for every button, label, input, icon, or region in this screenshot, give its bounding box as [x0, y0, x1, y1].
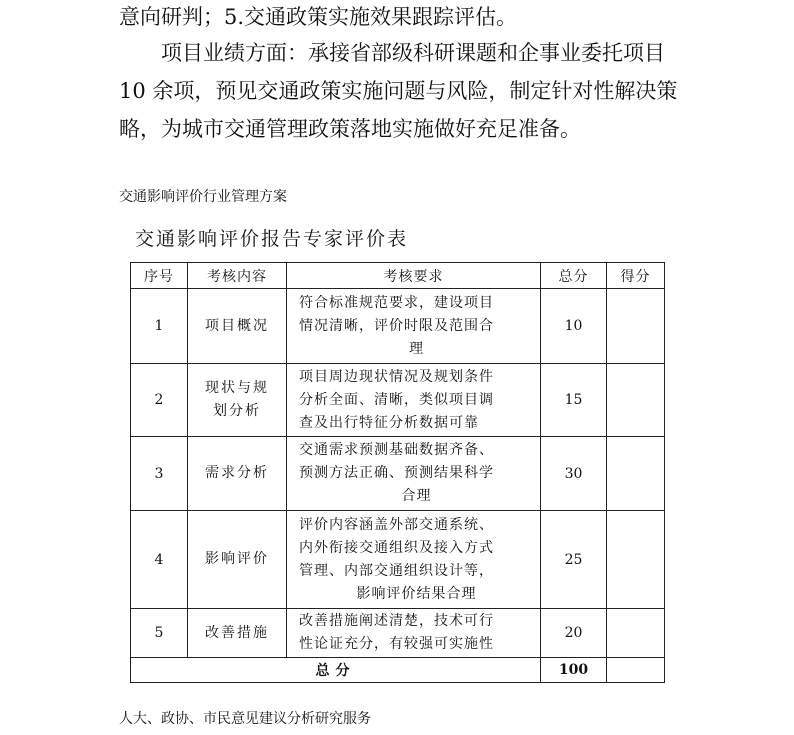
cell-obtained [607, 364, 665, 437]
total-value: 100 [541, 658, 607, 683]
cell-requirement [287, 364, 541, 437]
table-header-row [131, 263, 665, 289]
cell-obtained [607, 289, 665, 364]
cell-item [188, 437, 287, 511]
item-line: 项目概况 [205, 317, 269, 334]
req-line: 符合标准规范要求，建设项目 [299, 294, 494, 311]
cell-score: 15 [541, 364, 607, 437]
expert-evaluation-table [130, 262, 665, 683]
cell-no: 5 [131, 609, 188, 658]
cell-item [188, 364, 287, 437]
item-line: 影响评价 [205, 551, 269, 567]
table-row [131, 289, 665, 364]
section-caption: 交通影响评价行业管理方案 [119, 189, 287, 205]
cell-score: 10 [541, 289, 607, 364]
req-line: 合理 [401, 488, 432, 504]
cell-requirement [287, 437, 541, 511]
req-line: 项目周边现状情况及规划条件 [299, 368, 494, 385]
cell-obtained [607, 609, 665, 658]
total-obtained [607, 658, 665, 683]
req-line: 影响评价结果合理 [356, 585, 477, 602]
cell-item [188, 609, 287, 658]
req-line: 改善措施阐述清楚，技术可行 [299, 613, 494, 629]
total-label: 总分 [131, 658, 541, 683]
header-requirement: 考核要求 [287, 263, 541, 289]
item-line: 划分析 [213, 403, 261, 419]
section-caption: 人大、政协、市民意见建议分析研究服务 [119, 711, 371, 727]
req-line: 预测方法正确、预测结果科学 [299, 465, 494, 481]
cell-obtained [607, 511, 665, 609]
cell-score: 25 [541, 511, 607, 609]
cell-no: 1 [131, 289, 188, 364]
cell-requirement [287, 289, 541, 364]
paragraph-project-performance [119, 34, 677, 148]
table-row [131, 511, 665, 609]
item-line: 现状与规 [205, 380, 269, 396]
cell-score: 20 [541, 609, 607, 658]
cell-score: 30 [541, 437, 607, 511]
cell-item [188, 511, 287, 609]
table-title: 交通影响评价报告专家评价表 [135, 228, 409, 250]
header-total-score: 总分 [541, 263, 607, 289]
header-item: 考核内容 [188, 263, 287, 289]
item-line: 需求分析 [205, 465, 269, 481]
req-line: 情况清晰，评价时限及范围合 [299, 317, 494, 334]
req-line: 分析全面、清晰，类似项目调 [299, 391, 494, 408]
header-no: 序号 [131, 263, 188, 289]
req-line: 评价内容涵盖外部交通系统、 [299, 516, 494, 533]
req-line: 交通需求预测基础数据齐备、 [299, 442, 494, 458]
req-line: 管理、内部交通组织设计等， [299, 562, 494, 579]
req-line: 内外衔接交通组织及接入方式 [299, 539, 494, 556]
header-obtained-score: 得分 [607, 263, 665, 289]
cell-requirement [287, 609, 541, 658]
text-line: 项目业绩方面：承接省部级科研课题和企事业委托项目 [161, 41, 665, 65]
item-line: 改善措施 [205, 624, 269, 641]
req-line: 理 [409, 340, 424, 357]
cell-no: 3 [131, 437, 188, 511]
req-line: 查及出行特征分析数据可靠 [299, 414, 479, 431]
text-line: 略，为城市交通管理政策落地实施做好充足准备。 [119, 117, 581, 141]
text-line: 意向研判；5.交通政策实施效果跟踪评估。 [119, 5, 518, 29]
cell-requirement [287, 511, 541, 609]
cell-no: 2 [131, 364, 188, 437]
paragraph-intro-end [119, 0, 517, 36]
table-row [131, 437, 665, 511]
cell-item [188, 289, 287, 364]
text-line: 10 余项，预见交通政策实施问题与风险，制定针对性解决策 [119, 79, 678, 103]
table-total-row [131, 658, 665, 683]
table-row [131, 609, 665, 658]
req-line: 性论证充分，有较强可实施性 [299, 636, 494, 652]
cell-obtained [607, 437, 665, 511]
cell-no: 4 [131, 511, 188, 609]
table-row [131, 364, 665, 437]
